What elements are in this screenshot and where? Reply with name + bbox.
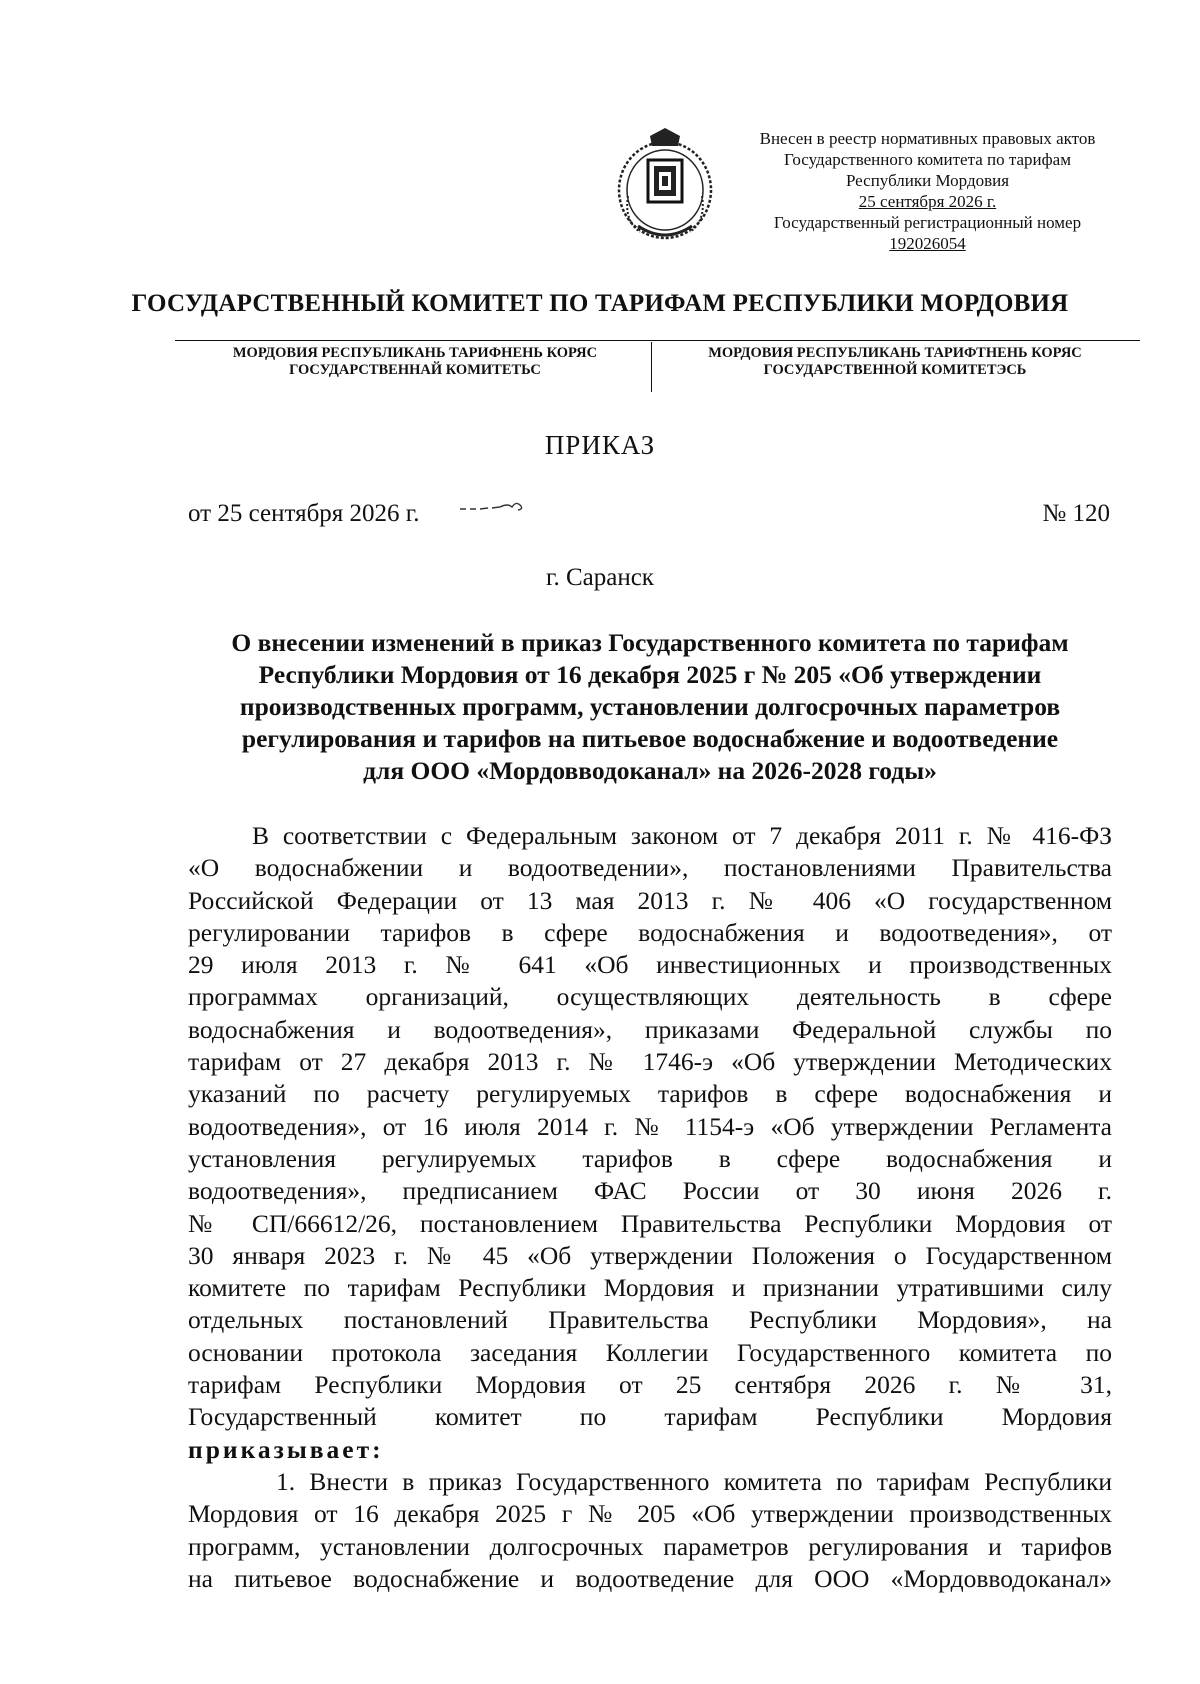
body-line: тарифам Республики Мордовия от 25 сентября 2026 г. № 31, xyxy=(188,1370,1112,1400)
body-line: указаний по расчету регулируемых тарифов в сфере водоснабжения и xyxy=(188,1079,1112,1109)
body-line: комитете по тарифам Республики Мордовия и признании утратившими силу xyxy=(188,1273,1112,1303)
document-date: от 25 сентября 2026 г. xyxy=(188,500,420,527)
heading-line: О внесении изменений в приказ Государственного комитета по тарифам xyxy=(231,628,1069,657)
handwritten-mark xyxy=(458,497,528,517)
body-line: установления регулируемых тарифов в сфере водоснабжения и xyxy=(188,1143,1112,1173)
heading-line: для ООО «Мордовводоканал» на 2026-2028 годы» xyxy=(363,756,937,785)
item-line: на питьевое водоснабжение и водоотведение для ООО «Мордовводоканал» xyxy=(188,1563,1112,1593)
item-line: 1. Внести в приказ Государственного комитета по тарифам Республики xyxy=(276,1466,1112,1496)
registry-stamp xyxy=(740,128,1115,254)
coat-of-arms-emblem xyxy=(610,126,720,246)
header-vertical-divider xyxy=(651,342,652,392)
moksha-title-right xyxy=(660,345,1130,379)
body-line: отдельных постановлений Правительства Республики Мордовия», на xyxy=(188,1305,1112,1335)
document-heading xyxy=(188,627,1112,787)
body-line: тарифам от 27 декабря 2013 г. № 1746-э «Об утверждении Методических xyxy=(188,1047,1112,1077)
moksha-right-line: МОРДОВИЯ РЕСПУБЛИКАНЬ ТАРИФТНЕНЬ КОРЯС xyxy=(708,345,1082,361)
registry-line: Внесен в реестр нормативных правовых актов xyxy=(759,129,1096,148)
body-line: водоотведения», от 16 июля 2014 г. № 1154-э «Об утверждении Регламента xyxy=(188,1111,1112,1141)
heading-line: производственных программ, установлении долгосрочных параметров xyxy=(239,692,1061,721)
registry-line: Республики Мордовия xyxy=(845,171,1010,190)
heading-line: Республики Мордовия от 16 декабря 2025 г № 205 «Об утверждении xyxy=(258,660,1042,689)
body-line: 29 июля 2013 г. № 641 «Об инвестиционных и производственных xyxy=(188,950,1112,980)
moksha-left-line: МОРДОВИЯ РЕСПУБЛИКАНЬ ТАРИФНЕНЬ КОРЯС xyxy=(232,345,598,361)
moksha-left-line: ГОСУДАРСТВЕННАЙ КОМИТЕТЬС xyxy=(289,362,541,378)
registry-line: Государственный регистрационный номер xyxy=(773,213,1082,232)
moksha-title-left xyxy=(180,345,650,379)
header-divider xyxy=(175,340,1140,341)
body-line: программах организаций, осуществляющих деятельность в сфере xyxy=(188,982,1112,1012)
orders-word: приказывает: xyxy=(188,1434,384,1464)
heading-line: регулирования и тарифов на питьевое водоснабжение и водоотведение xyxy=(241,724,1059,753)
body-line: регулировании тарифов в сфере водоснабжения и водоотведения», от xyxy=(188,917,1112,947)
moksha-right-line: ГОСУДАРСТВЕННОЙ КОМИТЕТЭСЬ xyxy=(763,362,1027,378)
item-line: программ, установлении долгосрочных параметров регулирования и тарифов xyxy=(188,1531,1112,1561)
body-line: водоснабжения и водоотведения», приказами Федеральной службы по xyxy=(188,1014,1112,1044)
committee-title: ГОСУДАРСТВЕННЫЙ КОМИТЕТ ПО ТАРИФАМ РЕСПУБЛИКИ МОРДОВИЯ xyxy=(131,290,1069,317)
registry-line: Государственного комитета по тарифам xyxy=(784,150,1071,169)
body-line: 30 января 2023 г. № 45 «Об утверждении Положения о Государственном xyxy=(188,1240,1112,1270)
registry-number: 192026054 xyxy=(889,234,966,253)
body-line: В соответствии с Федеральным законом от 7 декабря 2011 г. № 416-ФЗ xyxy=(252,821,1112,850)
registry-date: 25 сентября 2026 г. xyxy=(858,192,997,211)
document-city: г. Саранск xyxy=(546,564,654,591)
body-line: основании протокола заседания Коллегии Государственного комитета по xyxy=(188,1337,1112,1367)
body-line: Государственный комитет по тарифам Республики Мордовия xyxy=(188,1402,1112,1432)
document-type: ПРИКАЗ xyxy=(544,430,656,460)
body-line: Российской Федерации от 13 мая 2013 г. № 406 «О государственном xyxy=(188,885,1112,915)
item-line: Мордовия от 16 декабря 2025 г № 205 «Об утверждении производственных xyxy=(188,1499,1112,1529)
body-line: «О водоснабжении и водоотведении», постановлениями Правительства xyxy=(188,853,1112,883)
body-line: водоотведения», предписанием ФАС России от 30 июня 2026 г. xyxy=(188,1176,1112,1206)
body-line: № СП/66612/26, постановлением Правительства Республики Мордовия от xyxy=(188,1208,1112,1238)
document-number: № 120 xyxy=(1042,500,1110,527)
document-body xyxy=(188,820,1112,1595)
